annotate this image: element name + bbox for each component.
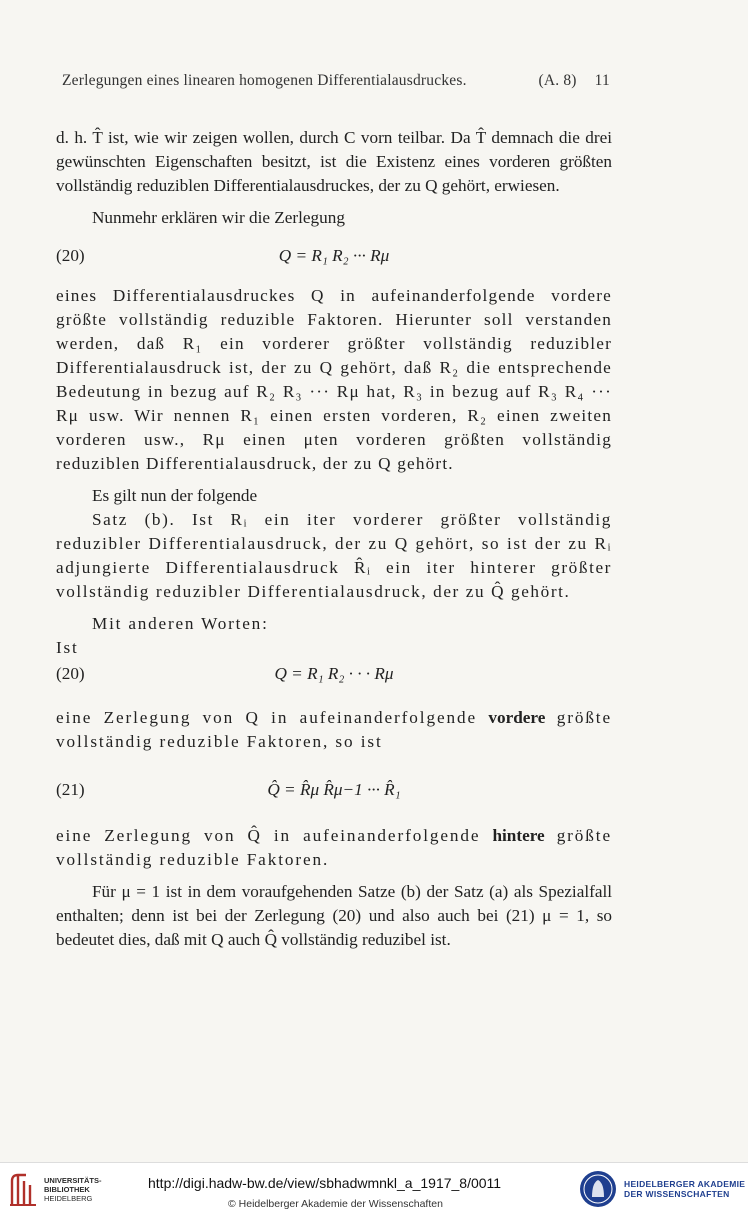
paragraph-3: eines Differentialausdruckes Q in aufeinanderfolgende vordere größte vollständig reduzible Faktoren. Hierunter soll verstanden werden, daß R₁ ein vorderer größter vollständig reduzibler Differentialausdruck ist, der zu Q gehört, daß R₂ die entsprechende Bedeutung in bezug auf R₂ R₃ ··· Rμ hat, R₃ in bezug auf R₃ R₄ ··· Rμ usw. Wir nennen R₁ einen ersten vorderen, R₂ einen zweiten vorderen usw., Rμ einen μten vorderen größten vollständig reduziblen Differentialausdruck, der zu Q gehört.	[56, 286, 612, 473]
academy-seal-icon	[578, 1169, 618, 1209]
paragraph-7: Ist	[56, 638, 79, 657]
paragraph-9-text: eine Zerlegung von Q̂ in aufeinanderfolgende	[56, 826, 481, 845]
paragraph-10: Für μ = 1 ist in dem voraufgehenden Satze (b) der Satz (a) als Spezialfall enthalten; denn ist bei der Zerlegung (20) und also auch bei (21) μ = 1, so bedeutet dies, daß mit Q auch Q̂ vollständig reduzibel ist.	[56, 882, 612, 949]
emphasis-hintere: hintere	[492, 826, 545, 845]
equation-20	[56, 238, 612, 276]
paragraph-2: Nunmehr erklären wir die Zerlegung	[92, 208, 345, 227]
permalink-url[interactable]: http://digi.hadw-bw.de/view/sbhadwmnkl_a_1917_8/0011	[148, 1175, 502, 1191]
paragraph-1: d. h. T̂ ist, wie wir zeigen wollen, durch C vorn teilbar. Da T̂ demnach die drei gewünschten Eigenschaften besitzt, ist die Existenz eines vorderen größten vollständig reduziblen Differentialausdruckes, der zu Q gehört, erwiesen.	[56, 128, 612, 195]
academy-line-2: DER WISSENSCHAFTEN	[624, 1189, 730, 1199]
equation-20-repeat	[56, 660, 612, 698]
copyright-notice: © Heidelberger Akademie der Wissenschaften	[228, 1198, 443, 1210]
equation-number: (20)	[56, 246, 85, 265]
ub-line-1: UNIVERSITÄTS-	[44, 1176, 102, 1185]
equation-formula: Q = R₁ R₂ ··· Rμ	[278, 246, 390, 265]
equation-formula: Q = R₁ R₂ · · · Rμ	[274, 664, 394, 683]
paragraph-6: Mit anderen Worten:	[92, 614, 269, 633]
paragraph-8-text-end: größte vollständig reduzible Faktoren, so ist	[56, 708, 613, 751]
body-text	[56, 126, 612, 952]
running-header	[62, 72, 610, 90]
equation-21	[56, 772, 612, 810]
theorem-text: Ist Rᵢ ein iter vorderer größter vollständig reduzibler Differentialausdruck, der zu Q gehört, so ist der zu Rᵢ adjungierte Differentialausdruck R̂ᵢ ein iter hinterer größter vollständig reduzibler Differentialausdruck, der zu Q̂ gehört.	[56, 510, 612, 601]
paragraph-8-text: eine Zerlegung von Q in aufeinanderfolgende	[56, 708, 478, 727]
ub-line-3: HEIDELBERG	[44, 1194, 93, 1203]
university-library-name	[44, 1176, 102, 1203]
paragraph-4: Es gilt nun der folgende	[92, 486, 258, 505]
digitization-footer	[0, 1162, 748, 1217]
academy-line-1: HEIDELBERGER AKADEMIE	[624, 1179, 746, 1189]
equation-number: (21)	[56, 780, 85, 799]
running-header-section: (A. 8)	[538, 72, 577, 89]
theorem-b	[56, 508, 612, 604]
running-header-title: Zerlegungen eines linearen homogenen Differentialausdruckes.	[62, 72, 467, 89]
theorem-label: Satz (b).	[92, 510, 176, 529]
page-number: 11	[594, 72, 610, 89]
paragraph-9-text-end: größte vollständig reduzible Faktoren.	[56, 826, 612, 869]
equation-number: (20)	[56, 664, 85, 683]
emphasis-vordere: vordere	[488, 708, 546, 727]
paragraph-9	[56, 824, 612, 872]
paragraph-8	[56, 706, 612, 754]
ub-line-2: BIBLIOTHEK	[44, 1185, 90, 1194]
ub-logo-mark	[12, 1175, 30, 1205]
equation-formula: Q̂ = R̂μ R̂μ−1 ··· R̂₁	[267, 780, 401, 799]
academy-name	[624, 1179, 745, 1199]
university-library-logo-icon	[8, 1173, 38, 1207]
